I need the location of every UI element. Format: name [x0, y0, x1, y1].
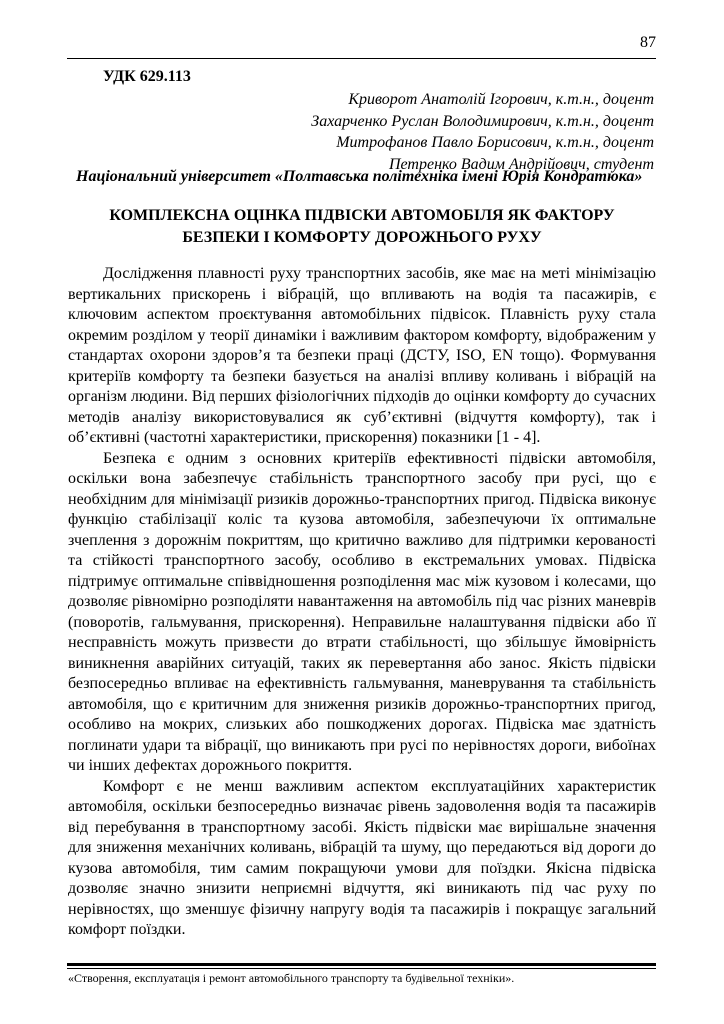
author-line: Захарченко Руслан Володимирович, к.т.н., доцент [311, 112, 654, 130]
author-line: Криворот Анатолій Ігорович, к.т.н., доцент [348, 91, 654, 108]
running-footer: «Створення, експлуатація і ремонт автомобільного транспорту та будівельної техніки». [68, 971, 515, 985]
paper-title [68, 205, 656, 249]
page-number: 87 [640, 34, 656, 51]
body-text [68, 264, 656, 941]
author-line: Митрофанов Павло Борисович, к.т.н., доцент [336, 134, 654, 151]
paragraph: Комфорт є не менш важливим аспектом експлуатаційних характеристик автомобіля, оскільки безпосередньо визначає рівень задоволення водія та пасажирів від перебування в транспортному засобі. Якість підвіски має вирішальне значення для зниження механічних коливань, вібрацій та шуму, що передаються від дороги до кузова автомобіля, тим самим покращуючи умови для поїздки. Якісна підвіска дозволяє значно знизити неприємні відчуття, які виникають під час руху по нерівностях, що зменшує фізичну напругу водія та пасажирів і покращує загальний комфорт поїздки. [68, 777, 656, 938]
title-line: КОМПЛЕКСНА ОЦІНКА ПІДВІСКИ АВТОМОБІЛЯ ЯК ФАКТОРУ [109, 207, 615, 224]
paragraph: Безпека є одним з основних критеріїв ефективності підвіски автомобіля, оскільки вона забезпечує стабільність транспортного засобу при русі, що є необхідним для мінімізації ризиків дорожньо-транспортних пригод. Підвіска виконує функцію стабілізації коліс та кузова автомобіля, забезпечуючи їх оптимальне зчеплення з дорожнім покриттям, що критично важливо для підтримки керованості та стійкості транспортного засобу, особливо в екстремальних умовах. Підвіска підтримує оптимальне співвідношення розподілення мас між кузовом і колесами, що дозволяє рівномірно розподіляти навантаження на автомобіль під час різних маневрів (поворотів, гальмування, прискорення). Неправильне налаштування підвіски або її несправність можуть призвести до втрати стабільності, що збільшує ймовірність виникнення аварійних ситуацій, таких як перевертання або занос. Якість підвіски безпосередньо впливає на ефективність гальмування, маневрування та стабільність автомобіля, що є критичним для зниження ризиків дорожньо-транспортних пригод, особливо на мокрих, слизьких або пошкоджених дорогах. Підвіска має здатність поглинати удари та вібрації, що виникають при русі по нерівностях дороги, вибоїнах чи інших дефектах дорожнього покриття. [68, 449, 656, 774]
footer-rule-thin [67, 968, 656, 969]
affiliation: Національний університет «Полтавська політехніка імені Юрія Кондратюка» [76, 168, 643, 185]
title-line: БЕЗПЕКИ І КОМФОРТУ ДОРОЖНЬОГО РУХУ [182, 229, 542, 246]
header-rule [67, 58, 656, 59]
paragraph: Дослідження плавності руху транспортних засобів, яке має на меті мінімізацію вертикальних прискорень і вібрацій, що впливають на водія та пасажирів, є ключовим аспектом проєктування автомобільних підвісок. Плавність руху стала окремим розділом у теорії динаміки і важливим фактором комфорту, відображеним у стандартах охорони здоров’я та безпеки праці (ДСТУ, ISO, EN тощо). Формування критеріїв комфорту та безпеки базується на аналізі впливу коливань і вібрацій на організм людини. Від перших фізіологічних підходів до оцінки комфорту до сучасних методів аналізу використовувалися як суб’єктивні (відчуття комфорту), так і об’єктивні (частотні характеристики, прискорення) показники [1 - 4]. [68, 265, 656, 446]
footer-rule-thick [67, 963, 656, 966]
author-list [311, 89, 654, 175]
author-line: Петренко Вадим Андрійович, студент [388, 155, 654, 173]
udk-code: УДК 629.113 [103, 68, 191, 85]
